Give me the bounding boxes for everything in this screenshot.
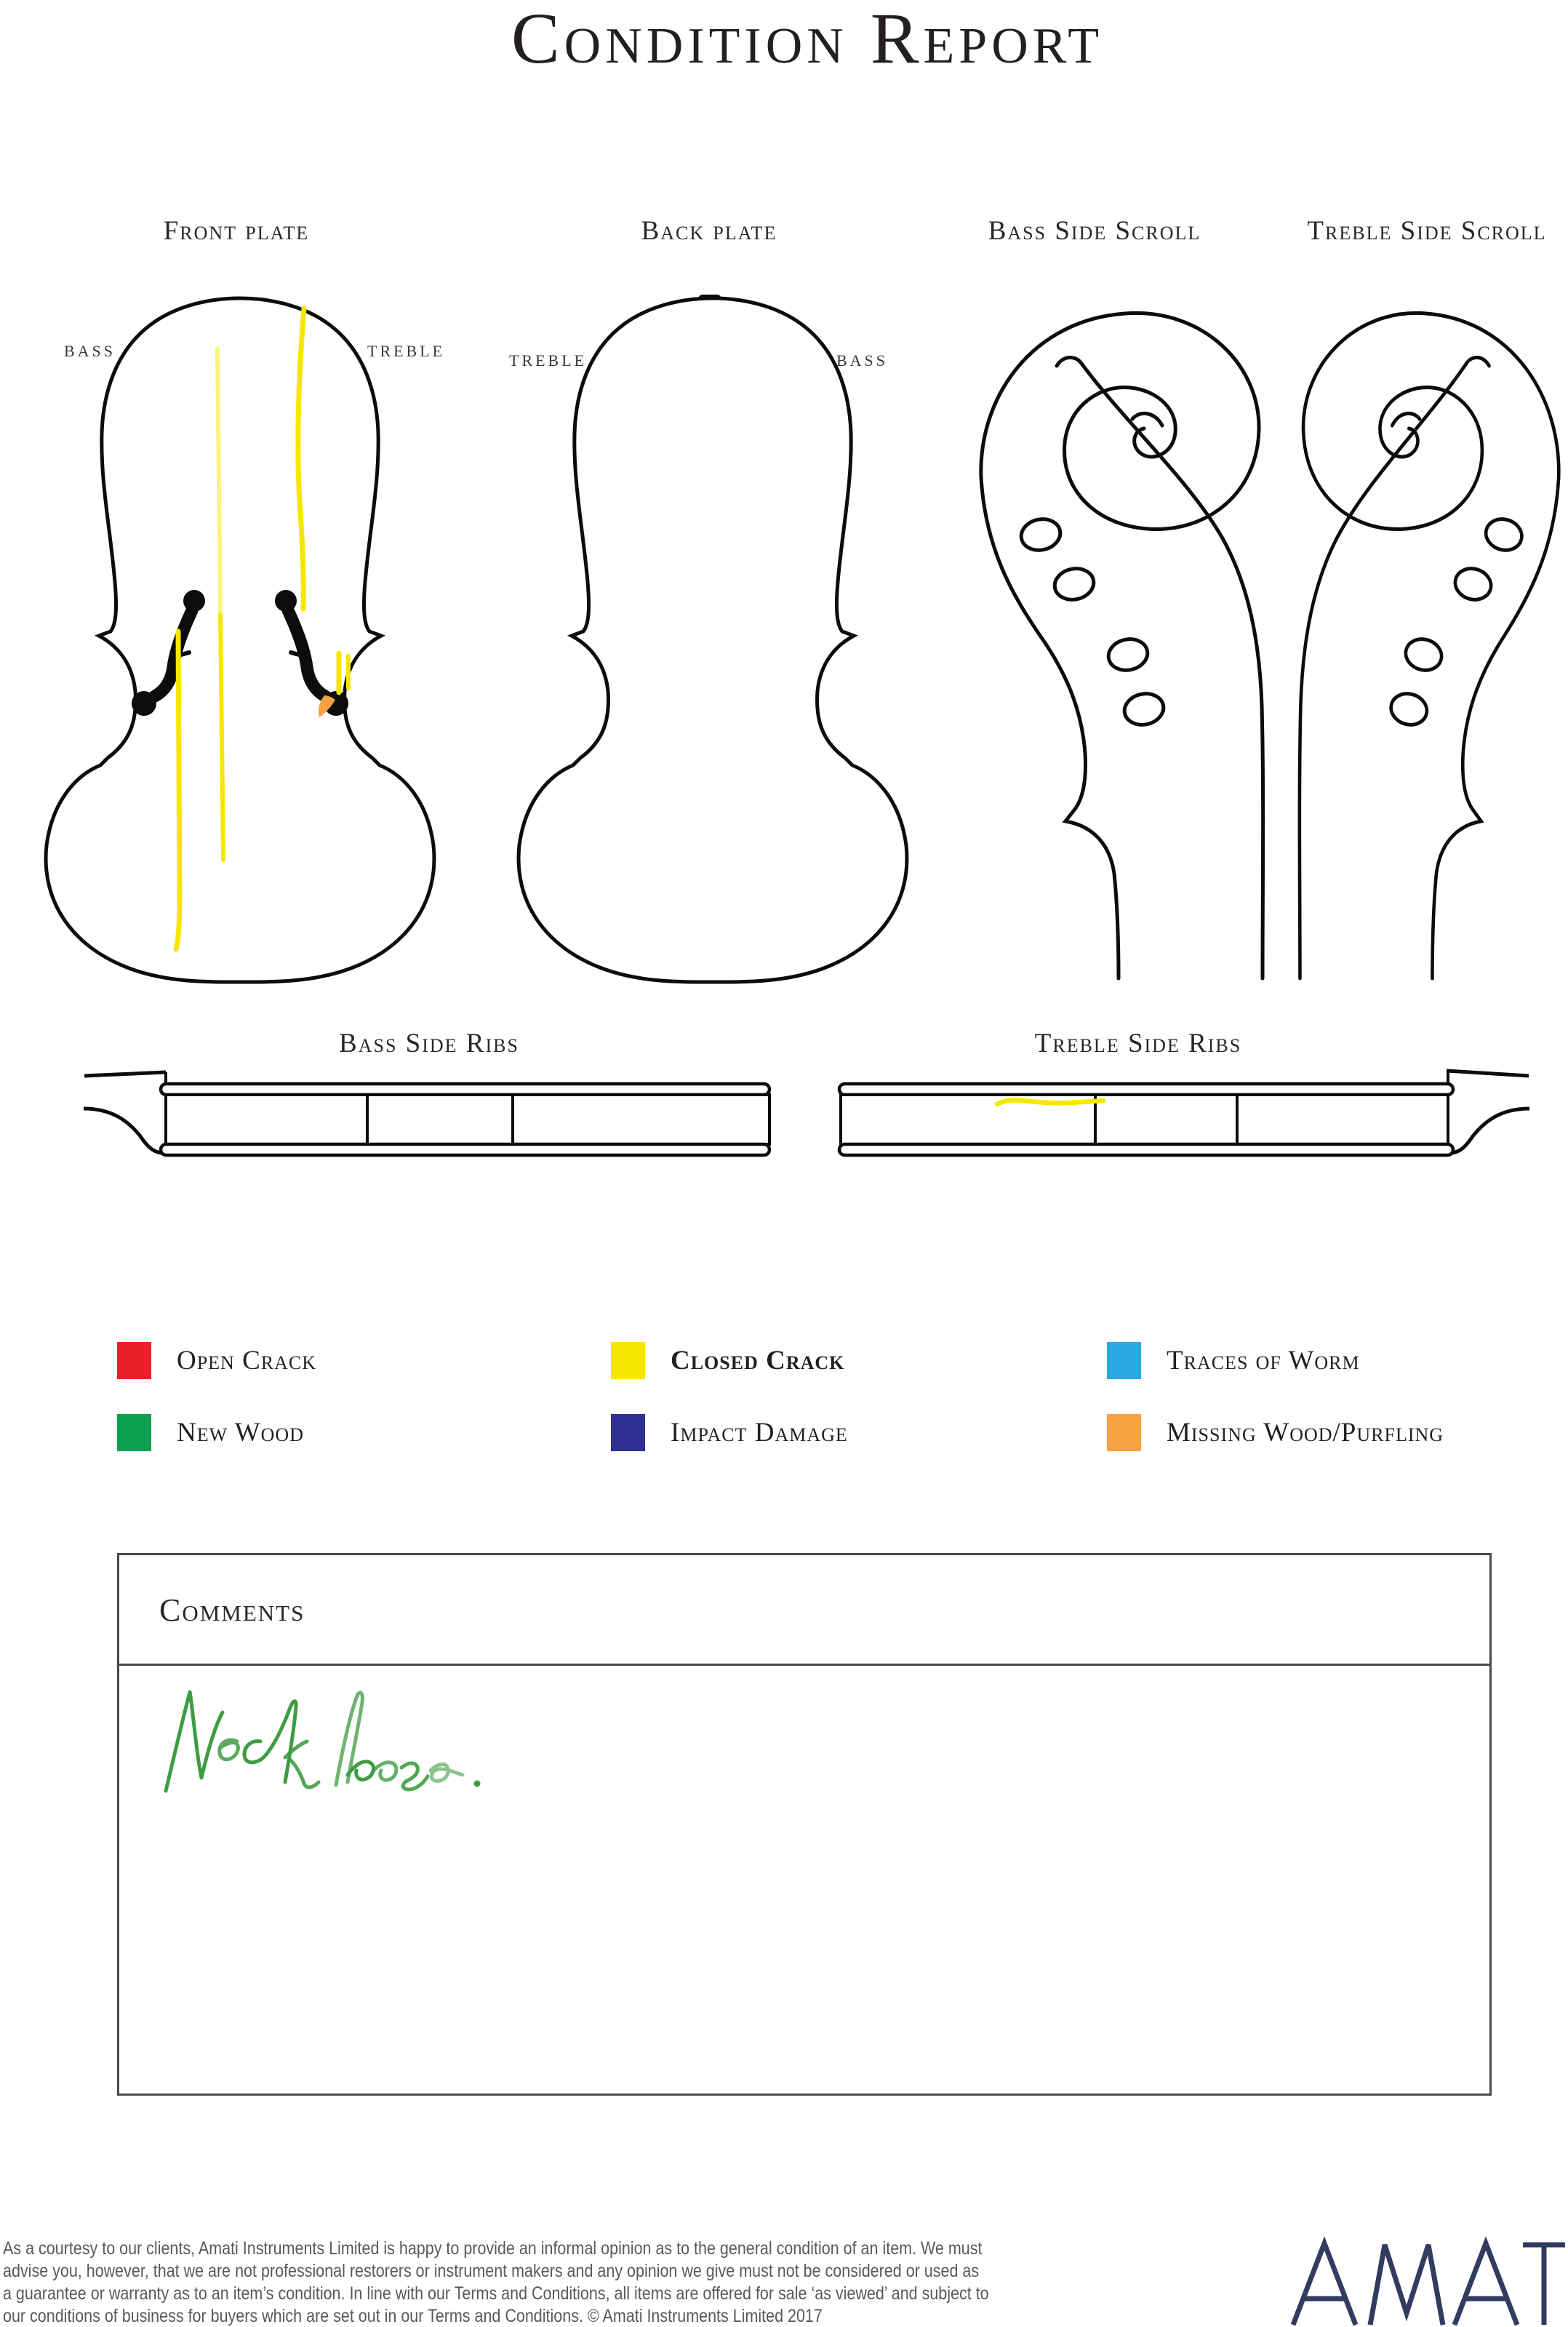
legend-label: Closed Crack	[671, 1346, 845, 1376]
comments-box	[117, 1553, 1492, 2096]
open-crack-swatch	[117, 1342, 151, 1379]
new-wood-swatch	[117, 1414, 151, 1451]
violin-body-outline	[46, 298, 434, 982]
handwriting-strokes	[166, 1692, 481, 1791]
footer-line: our conditions of business for buyers which are set out in our Terms and Conditions. © Amati Instruments Limited 2017	[3, 2306, 823, 2326]
treble-scroll-title: Treble Side Scroll	[1307, 216, 1547, 246]
violin-body-outline	[519, 298, 907, 982]
front-plate-bass-label: BASS	[64, 342, 116, 360]
rib-top-band	[161, 1084, 769, 1095]
closed-crack-mark-centre	[220, 615, 223, 860]
back-plate-bass-label: BASS	[836, 351, 889, 370]
front-plate-diagram	[36, 291, 444, 982]
scroll-front-line	[981, 478, 1119, 978]
missing-wood-swatch	[1107, 1414, 1141, 1451]
traces-of-worm-swatch	[1107, 1342, 1141, 1379]
treble-ribs-title: Treble Side Ribs	[1034, 1029, 1242, 1058]
closed-crack-mark-centre-faint	[217, 349, 220, 615]
neck-top-line	[1447, 1071, 1529, 1076]
legend-label: Traces of Worm	[1167, 1346, 1360, 1376]
amati-logo-strokes	[1293, 2243, 1568, 2325]
neck-heel-curve	[84, 1109, 167, 1154]
neck-top-line	[84, 1072, 166, 1076]
legend-label: Open Crack	[177, 1346, 317, 1376]
bass-ribs-title: Bass Side Ribs	[339, 1029, 519, 1058]
rib-body	[166, 1095, 769, 1144]
peg-hole	[1052, 565, 1097, 603]
footer-line: As a courtesy to our clients, Amati Instruments Limited is happy to provide an informal opinion as to the general condition of an item. We must	[3, 2238, 983, 2259]
footer-line: a guarantee or warranty as to an item’s condition. In line with our Terms and Conditions, all items are offered for sale ‘as viewed’ and subject to	[3, 2283, 989, 2304]
page-title: Condition Report	[511, 0, 1104, 79]
rib-bottom-band	[161, 1144, 769, 1155]
treble-ribs-diagram	[833, 1061, 1567, 1162]
footer-line: advise you, however, that we are not professional restorers or instrument makers and any opinion we give must not be considered or used as	[3, 2261, 980, 2281]
bass-ribs-diagram	[40, 1061, 775, 1162]
legend-label: New Wood	[177, 1418, 304, 1448]
rib-top-band	[839, 1084, 1453, 1095]
front-plate-treble-label: TREBLE	[367, 342, 446, 360]
peg-hole	[1121, 690, 1167, 728]
handwritten-comment	[145, 1666, 524, 1819]
bass-scroll-title: Bass Side Scroll	[988, 216, 1201, 246]
back-plate-title: Back plate	[641, 216, 777, 246]
back-plate-diagram	[509, 291, 916, 982]
comments-title: Comments	[159, 1592, 305, 1628]
front-plate-title: Front plate	[163, 216, 310, 246]
back-plate-treble-label: TREBLE	[509, 351, 588, 370]
footer-disclaimer	[3, 2238, 1066, 2327]
amati-logo	[1289, 2239, 1568, 2327]
mirrored-scroll	[1300, 313, 1559, 978]
closed-crack-swatch	[611, 1342, 645, 1379]
scroll-inner-curl	[1132, 413, 1162, 426]
legend-label: Impact Damage	[671, 1418, 848, 1448]
impact-damage-swatch	[611, 1414, 645, 1451]
comments-header	[119, 1555, 1489, 1666]
neck-heel-curve	[1447, 1109, 1529, 1154]
legend-label: Missing Wood/Purfling	[1167, 1418, 1444, 1448]
scroll-spiral	[981, 313, 1259, 529]
bass-scroll-diagram	[971, 287, 1276, 978]
scroll-back-line	[1057, 357, 1263, 978]
rib-bottom-band	[839, 1144, 1453, 1155]
rib-body	[841, 1095, 1448, 1144]
treble-scroll-diagram	[1287, 287, 1568, 978]
peg-hole	[1105, 636, 1151, 674]
peg-hole	[1018, 516, 1063, 554]
